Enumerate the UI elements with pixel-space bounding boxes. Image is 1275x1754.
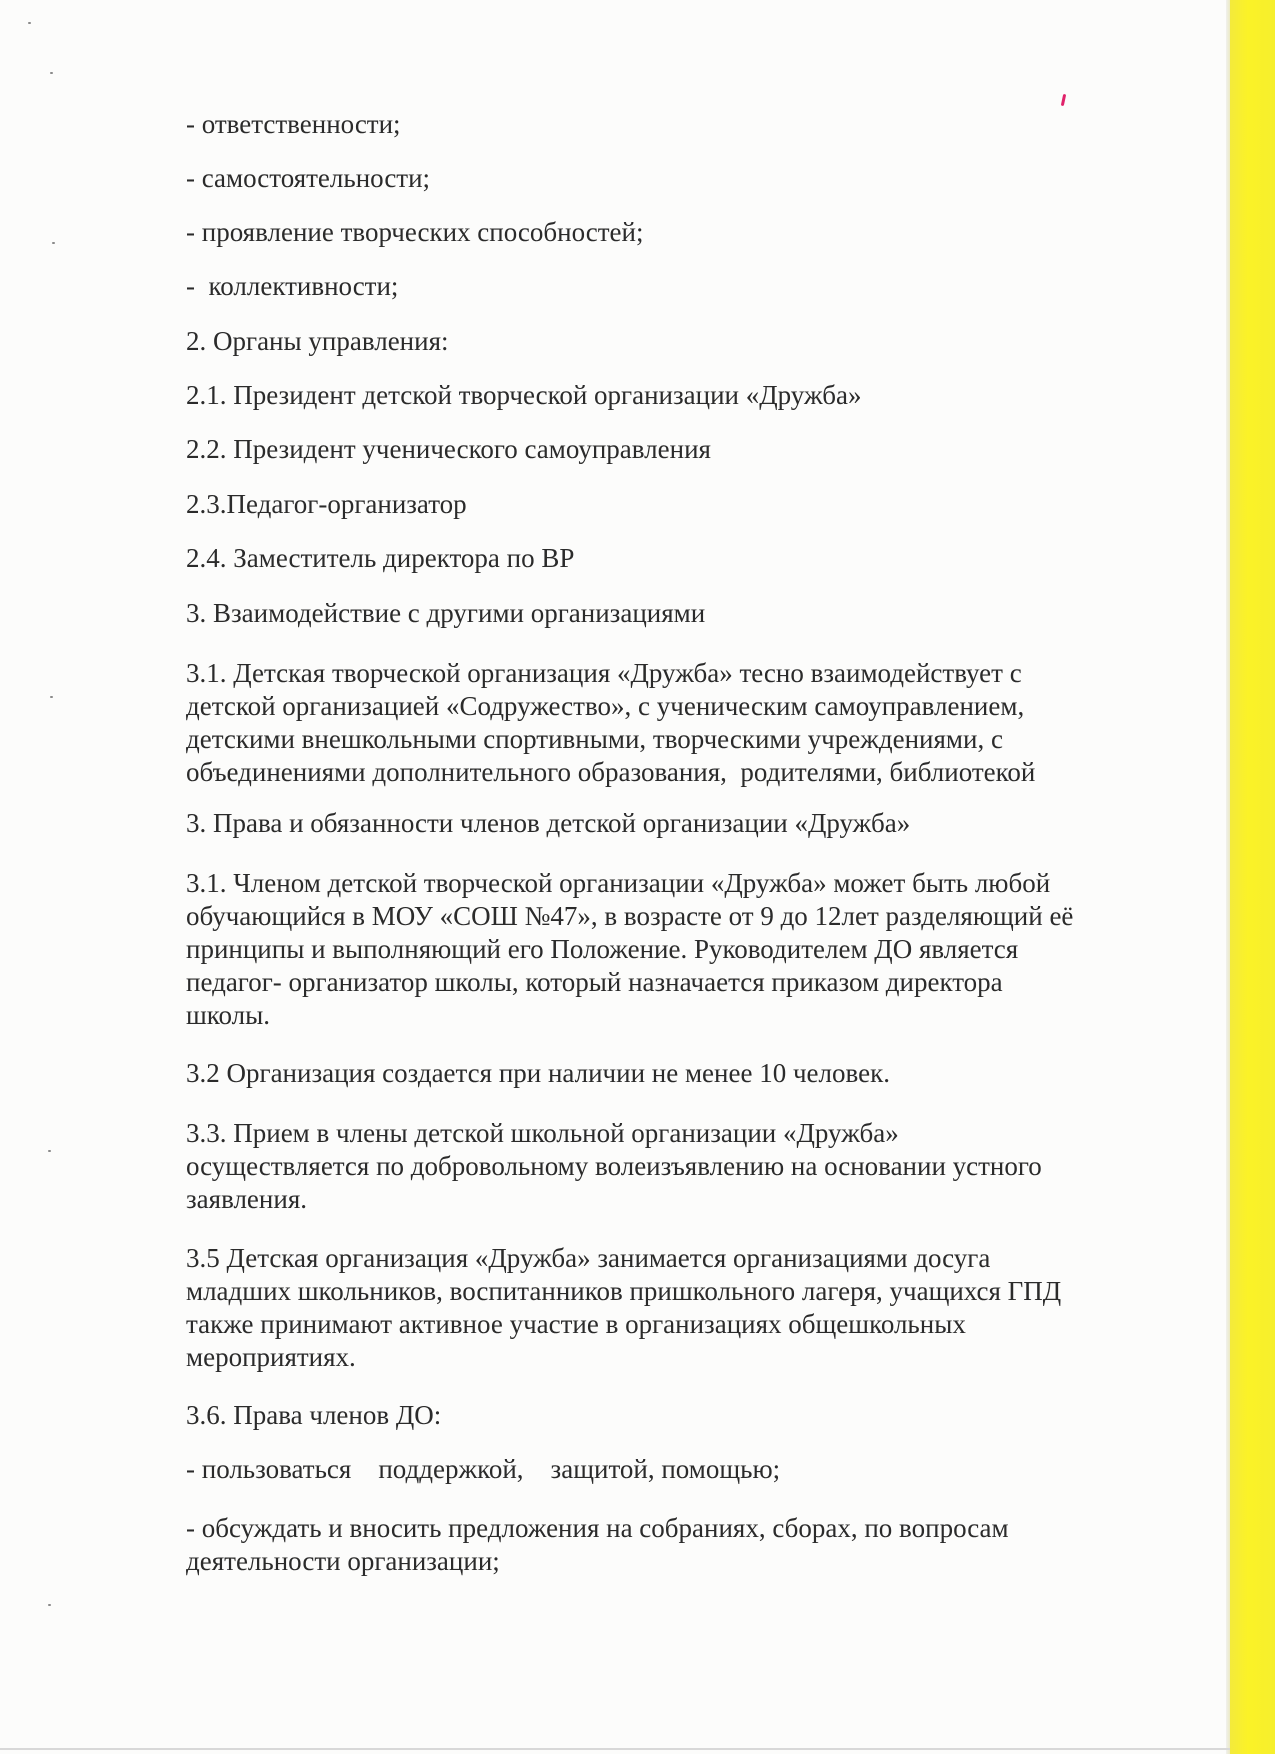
- rights-item-proposals: - обсуждать и вносить предложения на собраниях, сборах, по вопросам деятельности организации;: [186, 1513, 1009, 1576]
- list-item-independence: - самостоятельности;: [186, 163, 431, 193]
- list-item-collectivity: - коллективности;: [186, 271, 399, 301]
- scan-speck: [52, 242, 55, 244]
- pen-mark: [1061, 94, 1066, 106]
- clause-3-1-membership: 3.1. Членом детской творческой организации «Дружба» может быть любой обучающийся в МОУ «СОШ №47», в возрасте от 9 до 12лет разделяющий её принципы и выполняющий его Положение. Руководителем ДО является педагог- организатор школы, который назначается приказом директора школы.: [186, 868, 1074, 1030]
- clause-2-1: 2.1. Президент детской творческой организации «Дружба»: [186, 380, 862, 410]
- clause-2-3: 2.3.Педагог-организатор: [186, 489, 467, 519]
- rights-item-support: - пользоваться поддержкой, защитой, помощью;: [186, 1454, 781, 1484]
- scan-speck: [50, 696, 53, 698]
- scan-speck: [28, 22, 31, 24]
- section-heading-rights: 3. Права и обязанности членов детской организации «Дружба»: [186, 808, 911, 838]
- yellow-folder-edge: [1230, 0, 1275, 1754]
- section-heading-governance: 2. Органы управления:: [186, 326, 449, 356]
- scan-bottom-edge: [0, 1748, 1230, 1750]
- scan-speck: [48, 1604, 51, 1606]
- clause-3-1-interaction: 3.1. Детская творческой организация «Дружба» тесно взаимодействует с детской организацией «Содружество», с ученическим самоуправлением, детскими внешкольными спортивными, творческими учреждениями, с объединениями дополнительного образования, родителями, библиотекой: [186, 658, 1036, 787]
- section-heading-interaction: 3. Взаимодействие с другими организациями: [186, 598, 706, 628]
- clause-2-2: 2.2. Президент ученического самоуправления: [186, 434, 711, 464]
- list-item-creativity: - проявление творческих способностей;: [186, 217, 644, 247]
- scan-speck: [48, 1150, 51, 1152]
- list-item-responsibility: - ответственности;: [186, 109, 401, 139]
- scan-speck: [50, 72, 53, 74]
- clause-3-2: 3.2 Организация создается при наличии не менее 10 человек.: [186, 1058, 890, 1088]
- clause-3-3: 3.3. Прием в члены детской школьной организации «Дружба» осуществляется по добровольному волеизъявлению на основании устного заявления.: [186, 1118, 1042, 1214]
- clause-3-6: 3.6. Права членов ДО:: [186, 1400, 442, 1430]
- clause-2-4: 2.4. Заместитель директора по ВР: [186, 543, 575, 573]
- clause-3-5: 3.5 Детская организация «Дружба» занимается организациями досуга младших школьников, воспитанников пришкольного лагеря, учащихся ГПД также принимают активное участие в организациях общешкольных мероприятиях.: [186, 1243, 1062, 1372]
